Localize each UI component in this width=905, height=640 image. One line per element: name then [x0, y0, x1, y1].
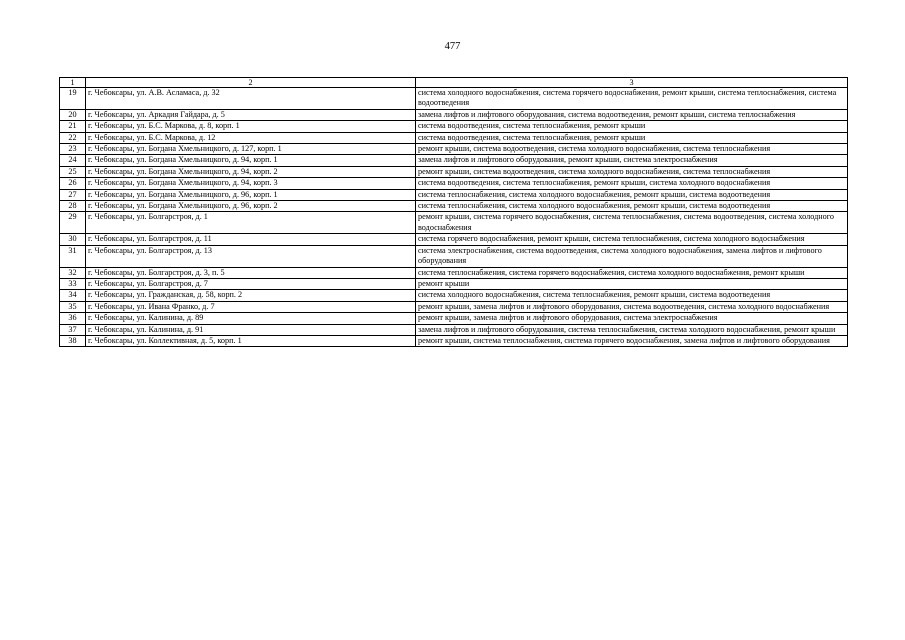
buildings-table [59, 77, 848, 347]
row-works-cell: система водоотведения, система теплоснабжения, ремонт крыши, система холодного водоснабжения [416, 178, 848, 189]
row-address-cell: г. Чебоксары, ул. Болгарстроя, д. 13 [86, 245, 416, 267]
row-works-cell: ремонт крыши, система теплоснабжения, система горячего водоснабжения, замена лифтов и лифтового оборудования [416, 335, 848, 346]
header-column-works: 3 [416, 78, 848, 88]
row-number-cell: 31 [60, 245, 86, 267]
table-row [60, 132, 848, 143]
row-works-cell: ремонт крыши, замена лифтов и лифтового оборудования, система электроснабжения [416, 313, 848, 324]
row-works-cell: система теплоснабжения, система горячего водоснабжения, система холодного водоснабжения, ремонт крыши [416, 267, 848, 278]
table-row [60, 290, 848, 301]
row-number-cell: 36 [60, 313, 86, 324]
table-row [60, 234, 848, 245]
row-address-cell: г. Чебоксары, ул. Богдана Хмельницкого, д. 96, корп. 2 [86, 201, 416, 212]
table-row [60, 144, 848, 155]
row-number-cell: 26 [60, 178, 86, 189]
row-number-cell: 35 [60, 301, 86, 312]
row-number-cell: 23 [60, 144, 86, 155]
row-works-cell: ремонт крыши, система горячего водоснабжения, система теплоснабжения, система водоотведения, система холодного водоснабжения [416, 212, 848, 234]
row-address-cell: г. Чебоксары, ул. Богдана Хмельницкого, д. 127, корп. 1 [86, 144, 416, 155]
table-row [60, 178, 848, 189]
row-address-cell: г. Чебоксары, ул. Б.С. Маркова, д. 8, корп. 1 [86, 121, 416, 132]
row-works-cell: система холодного водоснабжения, система горячего водоснабжения, ремонт крыши, система теплоснабжения, система водоотведения [416, 88, 848, 110]
row-address-cell: г. Чебоксары, ул. Аркадия Гайдара, д. 5 [86, 109, 416, 120]
row-address-cell: г. Чебоксары, ул. Болгарстроя, д. 3, п. 5 [86, 267, 416, 278]
row-address-cell: г. Чебоксары, ул. Богдана Хмельницкого, д. 96, корп. 1 [86, 189, 416, 200]
header-column-number: 1 [60, 78, 86, 88]
table-row [60, 121, 848, 132]
table-row [60, 335, 848, 346]
row-number-cell: 32 [60, 267, 86, 278]
row-works-cell: ремонт крыши, система водоотведения, система холодного водоснабжения, система теплоснабжения [416, 166, 848, 177]
row-address-cell: г. Чебоксары, ул. Калинина, д. 91 [86, 324, 416, 335]
row-address-cell: г. Чебоксары, ул. Богдана Хмельницкого, д. 94, корп. 2 [86, 166, 416, 177]
table-row [60, 324, 848, 335]
row-number-cell: 27 [60, 189, 86, 200]
row-works-cell: замена лифтов и лифтового оборудования, ремонт крыши, система электроснабжения [416, 155, 848, 166]
row-address-cell: г. Чебоксары, ул. Богдана Хмельницкого, д. 94, корп. 3 [86, 178, 416, 189]
row-address-cell: г. Чебоксары, ул. А.В. Асламаса, д. 32 [86, 88, 416, 110]
row-number-cell: 38 [60, 335, 86, 346]
row-address-cell: г. Чебоксары, ул. Гражданская, д. 58, корп. 2 [86, 290, 416, 301]
row-address-cell: г. Чебоксары, ул. Болгарстроя, д. 1 [86, 212, 416, 234]
row-number-cell: 24 [60, 155, 86, 166]
row-number-cell: 29 [60, 212, 86, 234]
table-row [60, 88, 848, 110]
row-works-cell: ремонт крыши [416, 278, 848, 289]
row-works-cell: система электроснабжения, система водоотведения, система холодного водоснабжения, замена лифтов и лифтового оборудования [416, 245, 848, 267]
table-row [60, 201, 848, 212]
row-address-cell: г. Чебоксары, ул. Болгарстроя, д. 7 [86, 278, 416, 289]
table-row [60, 166, 848, 177]
row-works-cell: ремонт крыши, система водоотведения, система холодного водоснабжения, система теплоснабжения [416, 144, 848, 155]
row-address-cell: г. Чебоксары, ул. Богдана Хмельницкого, д. 94, корп. 1 [86, 155, 416, 166]
row-number-cell: 37 [60, 324, 86, 335]
table-row [60, 267, 848, 278]
table-row [60, 245, 848, 267]
row-number-cell: 28 [60, 201, 86, 212]
row-address-cell: г. Чебоксары, ул. Калинина, д. 89 [86, 313, 416, 324]
table-row [60, 212, 848, 234]
row-address-cell: г. Чебоксары, ул. Ивана Франко, д. 7 [86, 301, 416, 312]
row-address-cell: г. Чебоксары, ул. Б.С. Маркова, д. 12 [86, 132, 416, 143]
buildings-table-body [60, 78, 848, 347]
row-works-cell: система теплоснабжения, система холодного водоснабжения, ремонт крыши, система водоотведения [416, 189, 848, 200]
row-works-cell: система водоотведения, система теплоснабжения, ремонт крыши [416, 132, 848, 143]
row-number-cell: 25 [60, 166, 86, 177]
row-address-cell: г. Чебоксары, ул. Болгарстроя, д. 11 [86, 234, 416, 245]
row-number-cell: 19 [60, 88, 86, 110]
page-number: 477 [444, 41, 461, 52]
row-works-cell: замена лифтов и лифтового оборудования, система теплоснабжения, система холодного водоснабжения, ремонт крыши [416, 324, 848, 335]
row-works-cell: система холодного водоснабжения, система теплоснабжения, ремонт крыши, система водоотведения [416, 290, 848, 301]
row-works-cell: система водоотведения, система теплоснабжения, ремонт крыши [416, 121, 848, 132]
table-row [60, 109, 848, 120]
row-number-cell: 33 [60, 278, 86, 289]
row-number-cell: 21 [60, 121, 86, 132]
header-column-address: 2 [86, 78, 416, 88]
table-header-row [60, 78, 848, 88]
row-works-cell: ремонт крыши, замена лифтов и лифтового оборудования, система водоотведения, система холодного водоснабжения [416, 301, 848, 312]
table-row [60, 301, 848, 312]
row-number-cell: 20 [60, 109, 86, 120]
table-row [60, 313, 848, 324]
table-row [60, 155, 848, 166]
table-row [60, 278, 848, 289]
table-row [60, 189, 848, 200]
row-works-cell: система теплоснабжения, система холодного водоснабжения, ремонт крыши, система водоотведения [416, 201, 848, 212]
row-works-cell: система горячего водоснабжения, ремонт крыши, система теплоснабжения, система холодного водоснабжения [416, 234, 848, 245]
row-number-cell: 22 [60, 132, 86, 143]
row-address-cell: г. Чебоксары, ул. Коллективная, д. 5, корп. 1 [86, 335, 416, 346]
row-works-cell: замена лифтов и лифтового оборудования, система водоотведения, ремонт крыши, система теплоснабжения [416, 109, 848, 120]
row-number-cell: 30 [60, 234, 86, 245]
row-number-cell: 34 [60, 290, 86, 301]
